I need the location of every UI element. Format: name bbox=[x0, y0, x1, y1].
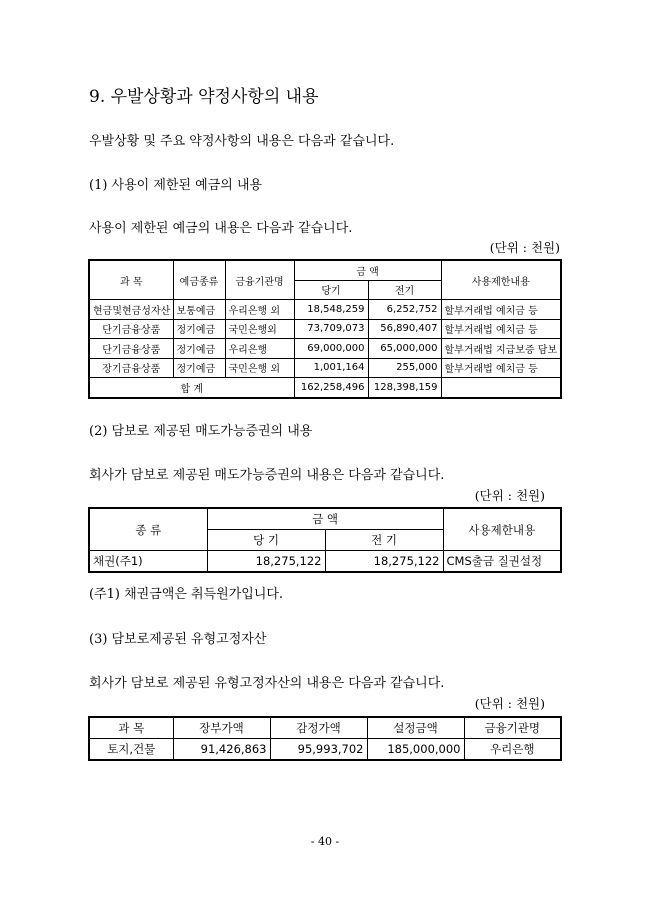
cell-note: 할부거래법 지급보증 담보 bbox=[441, 339, 561, 359]
cell-appraised-value: 95,993,702 bbox=[270, 739, 367, 761]
cell-type: 정기예금 bbox=[173, 339, 225, 359]
cell-note: CMS출금 질권설정 bbox=[443, 551, 561, 573]
cell-prior: 6,252,752 bbox=[368, 300, 441, 320]
cell-note: 할부거래법 예치금 등 bbox=[441, 319, 561, 339]
cell-book-value: 91,426,863 bbox=[173, 739, 270, 761]
header-book-value: 장부가액 bbox=[173, 717, 270, 739]
sub1-text: 사용이 제한된 예금의 내용은 다음과 같습니다. bbox=[89, 221, 353, 236]
cell-prior: 18,275,122 bbox=[325, 551, 443, 573]
sub3-text: 회사가 담보로 제공된 유형고정자산의 내용은 다음과 같습니다. bbox=[89, 676, 445, 691]
sub2-unit: (단위 : 천원) bbox=[474, 488, 545, 503]
total-prior: 128,398,159 bbox=[368, 378, 441, 398]
pledged-securities-table bbox=[88, 507, 562, 573]
total-current: 162,258,496 bbox=[294, 378, 368, 398]
header-kind: 종 류 bbox=[89, 508, 207, 551]
pledged-assets-table bbox=[88, 716, 562, 761]
cell-note: 할부거래법 예치금 등 bbox=[441, 300, 561, 320]
header-amount: 금 액 bbox=[207, 508, 443, 530]
header-account: 과 목 bbox=[89, 717, 173, 739]
cell-kind: 채권(주1) bbox=[89, 551, 207, 573]
cell-institution: 우리은행 bbox=[464, 739, 561, 761]
table-total-row bbox=[89, 378, 561, 398]
table-row bbox=[89, 739, 561, 761]
table-header-row bbox=[89, 717, 561, 739]
intro-text: 우발상황 및 주요 약정사항의 내용은 다음과 같습니다. bbox=[89, 134, 395, 149]
restricted-deposits-table bbox=[88, 259, 562, 399]
cell-bank: 우리은행 외 bbox=[225, 300, 294, 320]
table-row bbox=[89, 319, 561, 339]
cell-account: 단기금융상품 bbox=[89, 319, 173, 339]
cell-current: 1,001,164 bbox=[294, 358, 368, 378]
cell-account: 현금및현금성자산 bbox=[89, 300, 173, 320]
header-account: 과 목 bbox=[89, 260, 173, 300]
table-row bbox=[89, 551, 561, 573]
cell-bank: 국민은행 외 bbox=[225, 358, 294, 378]
sub3-heading: (3) 담보로제공된 유형고정자산 bbox=[89, 632, 267, 647]
header-appraised-value: 감정가액 bbox=[270, 717, 367, 739]
cell-bank: 우리은행 bbox=[225, 339, 294, 359]
sub3-unit: (단위 : 천원) bbox=[474, 696, 545, 711]
table-row bbox=[89, 339, 561, 359]
table-row bbox=[89, 300, 561, 320]
cell-type: 정기예금 bbox=[173, 319, 225, 339]
table-header-row bbox=[89, 260, 561, 280]
section-title: 9. 우발상황과 약정사항의 내용 bbox=[89, 87, 319, 107]
sub2-heading: (2) 담보로 제공된 매도가능증권의 내용 bbox=[89, 424, 313, 439]
cell-current: 18,548,259 bbox=[294, 300, 368, 320]
sub2-footnote: (주1) 채권금액은 취득원가입니다. bbox=[89, 587, 284, 602]
cell-prior: 65,000,000 bbox=[368, 339, 441, 359]
header-institution: 금융기관명 bbox=[464, 717, 561, 739]
header-institution: 금융기관명 bbox=[225, 260, 294, 300]
header-deposit-type: 예금종류 bbox=[173, 260, 225, 300]
header-current: 당기 bbox=[294, 280, 368, 300]
header-set-amount: 설정금액 bbox=[367, 717, 464, 739]
cell-prior: 56,890,407 bbox=[368, 319, 441, 339]
sub1-heading: (1) 사용이 제한된 예금의 내용 bbox=[89, 178, 263, 193]
cell-prior: 255,000 bbox=[368, 358, 441, 378]
cell-account: 장기금융상품 bbox=[89, 358, 173, 378]
cell-current: 69,000,000 bbox=[294, 339, 368, 359]
total-note bbox=[441, 378, 561, 398]
total-label: 합 계 bbox=[89, 378, 294, 398]
table-header-row bbox=[89, 508, 561, 530]
cell-account: 단기금융상품 bbox=[89, 339, 173, 359]
cell-note: 할부거래법 예치금 등 bbox=[441, 358, 561, 378]
header-current: 당 기 bbox=[207, 530, 325, 551]
header-restriction: 사용제한내용 bbox=[441, 260, 561, 300]
header-amount: 금 액 bbox=[294, 260, 441, 280]
sub1-unit: (단위 : 천원) bbox=[489, 240, 560, 255]
cell-type: 보통예금 bbox=[173, 300, 225, 320]
cell-set-amount: 185,000,000 bbox=[367, 739, 464, 761]
header-restriction: 사용제한내용 bbox=[443, 508, 561, 551]
header-prior: 전기 bbox=[368, 280, 441, 300]
page-number: - 40 - bbox=[310, 835, 340, 848]
table-row bbox=[89, 358, 561, 378]
cell-type: 정기예금 bbox=[173, 358, 225, 378]
cell-current: 18,275,122 bbox=[207, 551, 325, 573]
cell-current: 73,709,073 bbox=[294, 319, 368, 339]
cell-bank: 국민은행외 bbox=[225, 319, 294, 339]
header-prior: 전 기 bbox=[325, 530, 443, 551]
sub2-text: 회사가 담보로 제공된 매도가능증권의 내용은 다음과 같습니다. bbox=[89, 468, 445, 483]
cell-account: 토지,건물 bbox=[89, 739, 173, 761]
